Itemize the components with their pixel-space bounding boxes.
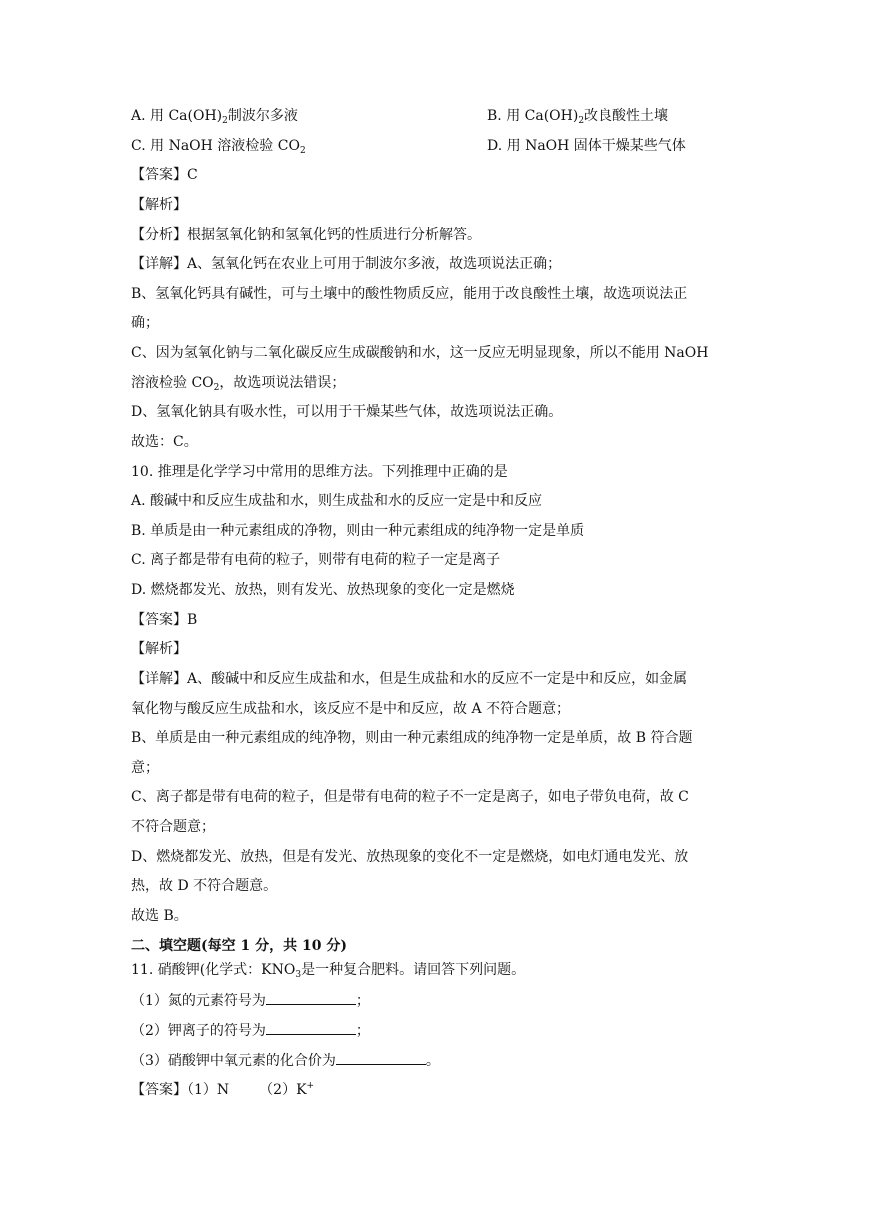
q10-detail-b-line1: B、单质是由一种元素组成的纯净物，则由一种元素组成的纯净物一定是单质，故 B 符合题 [131,730,693,746]
q10-answer: 【答案】B [131,612,198,628]
q9-answer: 【答案】C [131,167,198,183]
q11-answer: 【答案】（1）N （2）K+ [131,1081,315,1098]
q9-detail-c-line1: C、因为氢氧化钠与二氧化碳反应生成碳酸钠和水，这一反应无明显现象，所以不能用 NaOH [131,345,709,361]
q9-analysis-heading: 【解析】 [131,197,187,213]
q10-detail-b-line2: 意； [131,760,159,776]
q10-option-a: A. 酸碱中和反应生成盐和水，则生成盐和水的反应一定是中和反应 [131,493,543,509]
q9-option-b: B. 用 $Ca(OH)_2$改良酸性土壤 [487,108,669,126]
q9-fenxi: 【分析】根据氢氧化钠和氢氧化钙的性质进行分析解答。 [131,227,481,243]
q11-sub3: （3）硝酸钾中氧元素的化合价为 。 [131,1050,731,1071]
q9-option-c: C. 用 NaOH 溶液检验 $CO_2$ [131,138,306,156]
q9-detail-a: 【详解】A、氢氧化钙在农业上可用于制波尔多液，故选项说法正确； [131,256,562,272]
answer-blank[interactable] [266,1020,356,1035]
q9-detail-b-line1: B、氢氧化钙具有碱性，可与土壤中的酸性物质反应，能用于改良酸性土壤，故选项说法正 [131,286,688,302]
q10-stem: 10. 推理是化学学习中常用的思维方法。下列推理中正确的是 [131,464,508,480]
q10-analysis-heading: 【解析】 [131,641,187,657]
q9-option-a: A. 用 $Ca(OH)_2$制波尔多液 [131,108,298,126]
q9-detail-b-line2: 确； [131,315,159,331]
q10-detail-d-line1: D、燃烧都发光、放热，但是有发光、放热现象的变化不一定是燃烧，如电灯通电发光、放 [131,849,689,865]
q10-option-d: D. 燃烧都发光、放热，则有发光、放热现象的变化一定是燃烧 [131,582,515,598]
q9-option-d: D. 用 NaOH 固体干燥某些气体 [487,138,686,154]
q9-detail-d: D、氢氧化钠具有吸水性，可以用于干燥某些气体，故选项说法正确。 [131,404,563,420]
q10-detail-a-line2: 氧化物与酸反应生成盐和水，该反应不是中和反应，故 A 不符合题意； [131,701,571,717]
q9-conclusion: 故选：C。 [131,434,198,450]
q10-detail-c-line2: 不符合题意； [131,819,215,835]
section-title-fill-blank: 二、填空题(每空 1 分，共 10 分) [131,938,347,954]
q10-option-c: C. 离子都是带有电荷的粒子，则带有电荷的粒子一定是离子 [131,552,501,568]
q10-conclusion: 故选 B。 [131,908,188,924]
q10-detail-d-line2: 热，故 D 不符合题意。 [131,878,278,894]
answer-blank[interactable] [266,990,356,1005]
q11-sub1: （1）氮的元素符号为 ； [131,990,731,1011]
answer-blank[interactable] [336,1050,426,1065]
q11-stem: 11. 硝酸钾(化学式：$KNO_3$是一种复合肥料。请回答下列问题。 [131,962,526,980]
q10-detail-a-line1: 【详解】A、酸碱中和反应生成盐和水，但是生成盐和水的反应不一定是中和反应，如金属 [131,671,688,687]
q11-sub2: （2）钾离子的符号为 ； [131,1020,731,1041]
q10-detail-c-line1: C、离子都是带有电荷的粒子，但是带有电荷的粒子不一定是离子，如电子带负电荷，故 C [131,789,689,805]
q10-option-b: B. 单质是由一种元素组成的净物，则由一种元素组成的纯净物一定是单质 [131,523,585,539]
q9-detail-c-line2: 溶液检验 $CO_2$，故选项说法错误； [131,375,346,393]
